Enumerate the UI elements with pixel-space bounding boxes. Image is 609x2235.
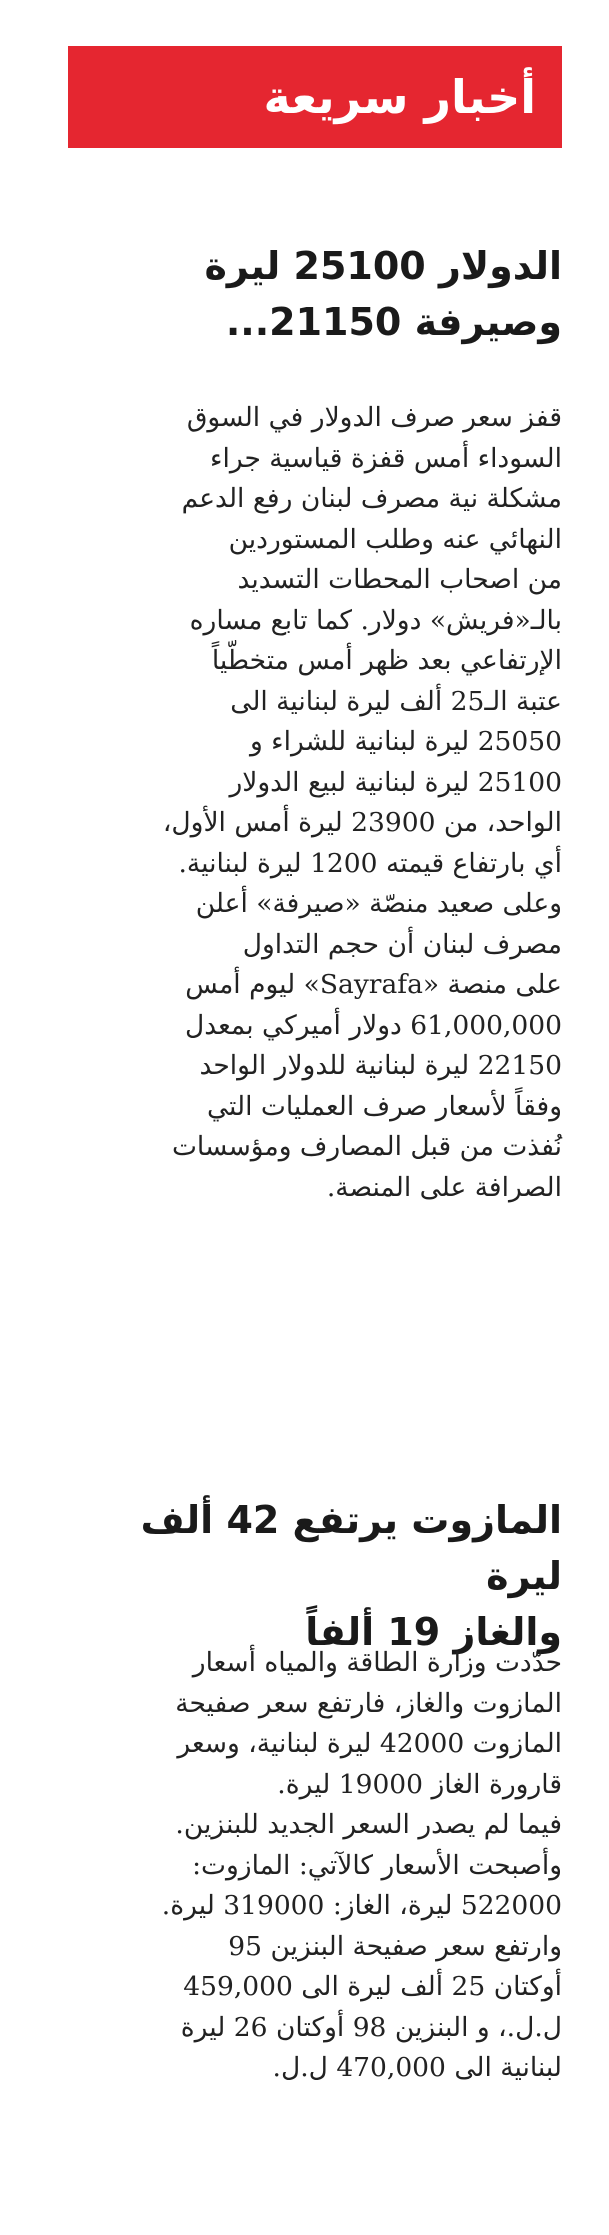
headline-line: وصيرفة 21150... [225, 300, 562, 344]
body-line: السوداء أمس قفزة قياسية جراء [210, 442, 562, 474]
headline-line: والغاز 19 ألفاً [305, 1610, 562, 1654]
body-line: بالـ«فريش» دولار. كما تابع مساره [189, 604, 562, 636]
body-line: 522000 ليرة، الغاز: 319000 ليرة. [161, 1890, 562, 1921]
body-line: 25100 ليرة لبنانية لبيع الدولار [229, 766, 562, 798]
body-line: 61,000,000 دولار أميركي بمعدل [184, 1009, 562, 1041]
article-headline [68, 238, 562, 350]
body-line: نُفذت من قبل المصارف ومؤسسات [171, 1131, 562, 1162]
headline-line: الدولار 25100 ليرة [204, 244, 562, 288]
body-line: من اصحاب المحطات التسديد [237, 564, 562, 595]
body-line: وأصبحت الأسعار كالآتي: المازوت: [192, 1849, 562, 1881]
article-body [64, 398, 562, 1208]
body-line: أي بارتفاع قيمته 1200 ليرة لبنانية. [178, 847, 562, 879]
body-line: مشكلة نية مصرف لبنان رفع الدعم [181, 483, 562, 514]
body-line: النهائي عنه وطلب المستوردين [228, 523, 562, 555]
body-line: المازوت 42000 ليرة لبنانية، وسعر [177, 1728, 562, 1759]
body-line: وارتفع سعر صفيحة البنزين 95 [228, 1930, 562, 1962]
body-line: المازوت والغاز، فارتفع سعر صفيحة [175, 1687, 562, 1719]
body-line: قارورة الغاز 19000 ليرة. [277, 1768, 562, 1800]
body-line: فيما لم يصدر السعر الجديد للبنزين. [175, 1809, 562, 1840]
section-title: أخبار سريعة [263, 70, 536, 124]
body-line: 25050 ليرة لبنانية للشراء و [249, 726, 562, 757]
body-line: مصرف لبنان أن حجم التداول [242, 928, 562, 960]
body-line: حدّدت وزارة الطاقة والمياه أسعار [192, 1647, 562, 1678]
headline-line: المازوت يرتفع 42 ألف ليرة [140, 1498, 562, 1598]
article-headline [68, 1492, 562, 1660]
body-line: عتبة الـ25 ألف ليرة لبنانية الى [230, 685, 562, 717]
section-banner [68, 46, 562, 148]
body-line: وعلى صعيد منصّة «صيرفة» أعلن [195, 888, 562, 919]
body-line: على منصة «Sayrafa» ليوم أمس [185, 969, 562, 1000]
article-body [64, 1643, 562, 2089]
body-line: أوكتان 25 ألف ليرة الى 459,000 [183, 1971, 562, 2002]
body-line: ل.ل.، و البنزين 98 أوكتان 26 ليرة [180, 2011, 562, 2043]
body-line: الواحد، من 23900 ليرة أمس الأول، [162, 807, 562, 838]
body-line: الصرافة على المنصة. [326, 1171, 562, 1203]
body-line: 22150 ليرة لبنانية للدولار الواحد [199, 1050, 562, 1081]
body-line: وفقاً لأسعار صرف العمليات التي [206, 1090, 562, 1122]
body-line: لبنانية الى 470,000 ل.ل. [272, 2052, 562, 2083]
body-line: الإرتفاعي بعد ظهر أمس متخطّياً [211, 645, 562, 676]
body-line: قفز سعر صرف الدولار في السوق [186, 402, 562, 433]
